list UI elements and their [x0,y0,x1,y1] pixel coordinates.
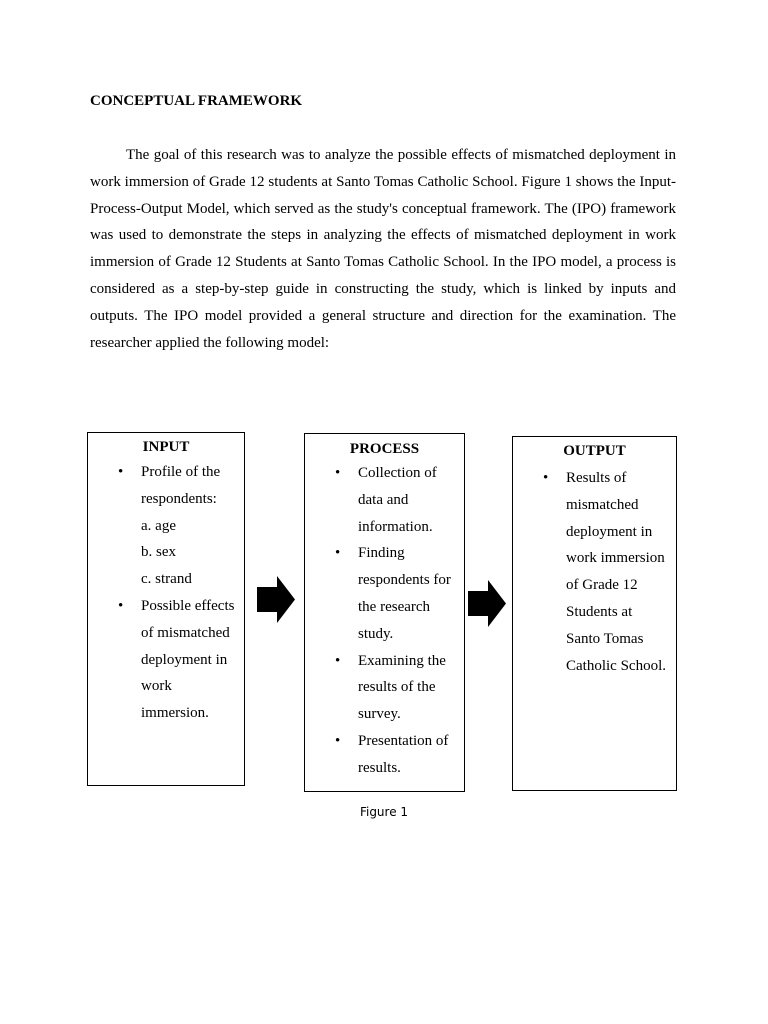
list-item-line: data and [358,491,409,508]
list-item-line: of Grade 12 [566,577,638,594]
list-item-line: deployment in [566,523,653,540]
input-box [87,432,245,786]
bullet-icon: • [335,652,341,669]
list-item-line: Santo Tomas [566,630,644,647]
list-item-line: a. age [141,517,176,534]
list-item-line: results of the [358,679,436,696]
list-item [305,728,464,782]
process-box [304,433,465,792]
process-list [305,460,464,782]
list-item [305,648,464,728]
list-item-line: Results of [566,470,627,486]
list-item-line: respondents: [141,490,217,507]
bullet-icon: • [118,464,124,480]
list-item-line: Catholic School. [566,657,666,674]
list-item-line: immersion. [141,705,209,722]
list-item-line: respondents for [358,572,451,589]
list-item-line: Collection of [358,465,437,481]
list-item [305,460,464,540]
list-item-line: work immersion [566,550,665,567]
process-title: PROCESS [349,441,420,457]
list-item-line: b. sex [141,544,176,561]
list-item-line: Presentation of [358,732,449,749]
list-item-line: Profile of the [141,464,221,480]
list-item-line: Possible effects [141,597,235,614]
bullet-icon: • [543,470,549,486]
bullet-icon: • [335,732,341,749]
list-item-line: Examining the [358,652,446,669]
bullet-icon: • [335,545,341,562]
list-item-line: Finding [358,545,405,562]
list-item-line: Students at [566,603,633,620]
input-list [88,459,244,727]
bullet-icon: • [118,597,124,614]
list-item-line: deployment in [141,651,228,668]
list-item-line: c. strand [141,571,192,588]
list-item-line: mismatched [566,496,639,513]
list-item [88,593,244,727]
list-item-line: the research [358,598,431,615]
list-item-line: results. [358,759,401,776]
output-box [512,436,677,791]
list-item [513,465,676,679]
input-title: INPUT [142,439,190,455]
output-list [513,465,676,679]
list-item-line: work [141,678,172,695]
list-item-line: of mismatched [141,624,230,641]
figure-caption: Figure 1 [359,805,409,819]
list-item [88,459,244,593]
right-arrow-icon [257,576,295,623]
bullet-icon: • [335,465,341,481]
section-heading: CONCEPTUAL FRAMEWORK [90,93,303,109]
list-item-line: survey. [358,706,401,723]
output-title: OUTPUT [563,443,626,459]
list-item-line: information. [358,518,433,535]
list-item [305,540,464,647]
body-paragraph: The goal of this research was to analyze the possible effects of mismatched deployment in work immersion of Grade 12 students at Santo Tomas Catholic School. Figure 1 shows the Input-Process-Output Model, which served as the study's conceptual framework. The (IPO) framework was used to demonstrate the steps in analyzing the effects of mismatched deployment in work immersion of Grade 12 Students at Santo Tomas Catholic School. In the IPO model, a process is considered as a step-by-step guide in constructing the study, which is linked by inputs and outputs. The IPO model provided a general structure and direction for the examination. The researcher applied the following model: [90,147,676,351]
list-item-line: study. [358,625,394,642]
right-arrow-icon [468,580,506,627]
